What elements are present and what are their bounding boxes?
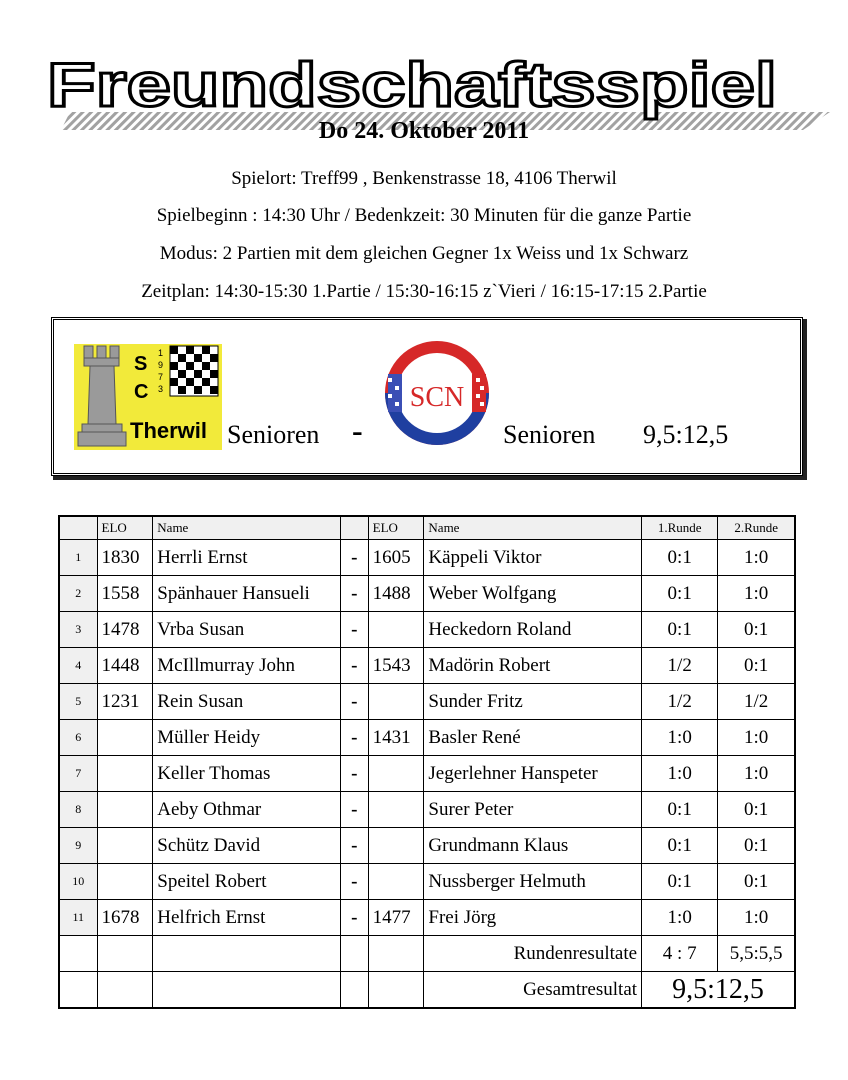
player-guest: Surer Peter	[424, 792, 642, 828]
row-number: 3	[59, 612, 97, 648]
elo-guest: 1605	[368, 540, 424, 576]
row-number: 5	[59, 684, 97, 720]
result-round-2: 1:0	[718, 576, 795, 612]
player-home: Rein Susan	[153, 684, 341, 720]
result-round-1: 0:1	[642, 792, 718, 828]
total-result: 9,5:12,5	[642, 972, 795, 1009]
elo-guest: 1543	[368, 648, 424, 684]
elo-home	[97, 828, 153, 864]
player-guest: Weber Wolfgang	[424, 576, 642, 612]
team-right: Senioren	[503, 420, 596, 449]
player-home: Schütz David	[153, 828, 341, 864]
svg-text:7: 7	[158, 372, 164, 382]
elo-guest	[368, 792, 424, 828]
elo-guest: 1431	[368, 720, 424, 756]
player-guest: Sunder Fritz	[424, 684, 642, 720]
table-row	[59, 864, 795, 900]
elo-guest	[368, 756, 424, 792]
total-result-label: Gesamtresultat	[424, 972, 642, 1009]
row-number: 6	[59, 720, 97, 756]
elo-home	[97, 792, 153, 828]
row-number: 1	[59, 540, 97, 576]
result-round-2: 1:0	[718, 900, 795, 936]
result-round-2: 1:0	[718, 720, 795, 756]
player-guest: Käppeli Viktor	[424, 540, 642, 576]
elo-home: 1830	[97, 540, 153, 576]
pairing-dash: -	[341, 612, 369, 648]
scn-logo	[384, 340, 490, 446]
col-name-2: Name	[424, 516, 642, 540]
checkerboard-icon	[170, 346, 218, 396]
elo-home	[97, 756, 153, 792]
result-round-1: 1/2	[642, 648, 718, 684]
row-number: 7	[59, 756, 97, 792]
result-round-2: 1:0	[718, 540, 795, 576]
round-results-r2: 5,5:5,5	[718, 936, 795, 972]
result-round-2: 0:1	[718, 648, 795, 684]
elo-home: 1478	[97, 612, 153, 648]
result-round-1: 1:0	[642, 756, 718, 792]
col-elo: ELO	[97, 516, 153, 540]
event-date: Do 24. Oktober 2011	[318, 118, 530, 144]
svg-text:S: S	[134, 353, 148, 375]
player-home: Keller Thomas	[153, 756, 341, 792]
result-round-2: 1:0	[718, 756, 795, 792]
pairing-dash: -	[341, 540, 369, 576]
result-round-2: 0:1	[718, 864, 795, 900]
elo-guest: 1477	[368, 900, 424, 936]
pairing-dash: -	[341, 648, 369, 684]
player-home: Vrba Susan	[153, 612, 341, 648]
elo-guest	[368, 864, 424, 900]
player-guest: Nussberger Helmuth	[424, 864, 642, 900]
row-number: 9	[59, 828, 97, 864]
elo-home	[97, 864, 153, 900]
pairing-dash: -	[341, 792, 369, 828]
elo-home: 1678	[97, 900, 153, 936]
table-row	[59, 756, 795, 792]
table-row	[59, 612, 795, 648]
player-guest: Basler René	[424, 720, 642, 756]
pairing-dash: -	[341, 828, 369, 864]
player-home: Aeby Othmar	[153, 792, 341, 828]
table-row	[59, 900, 795, 936]
svg-text:Therwil: Therwil	[130, 418, 208, 443]
result-round-1: 0:1	[642, 576, 718, 612]
results-table	[58, 515, 796, 1009]
total-result-row	[59, 972, 795, 1009]
player-home: Herrli Ernst	[153, 540, 341, 576]
pairing-dash: -	[341, 900, 369, 936]
player-guest: Heckedorn Roland	[424, 612, 642, 648]
player-home: Helfrich Ernst	[153, 900, 341, 936]
svg-text:1: 1	[158, 348, 164, 358]
pairing-dash: -	[341, 864, 369, 900]
info-mode: Modus: 2 Partien mit dem gleichen Gegner 1x Weiss und 1x Schwarz	[159, 243, 689, 264]
result-round-1: 1:0	[642, 720, 718, 756]
player-home: Müller Heidy	[153, 720, 341, 756]
player-guest: Frei Jörg	[424, 900, 642, 936]
table-row	[59, 720, 795, 756]
player-guest: Grundmann Klaus	[424, 828, 642, 864]
result-round-1: 0:1	[642, 864, 718, 900]
table-header	[59, 516, 795, 540]
row-number: 10	[59, 864, 97, 900]
player-home: Speitel Robert	[153, 864, 341, 900]
svg-text:SCN: SCN	[409, 382, 465, 413]
pairing-dash: -	[341, 756, 369, 792]
result-round-1: 0:1	[642, 612, 718, 648]
svg-text:3: 3	[158, 384, 164, 394]
table-row	[59, 828, 795, 864]
document-title	[0, 40, 848, 130]
result-round-2: 1/2	[718, 684, 795, 720]
player-guest: Madörin Robert	[424, 648, 642, 684]
row-number: 2	[59, 576, 97, 612]
pairing-dash: -	[341, 720, 369, 756]
elo-home: 1558	[97, 576, 153, 612]
col-round-1: 1.Runde	[642, 516, 718, 540]
table-row	[59, 540, 795, 576]
svg-text:9: 9	[158, 360, 164, 370]
player-guest: Jegerlehner Hanspeter	[424, 756, 642, 792]
result-round-2: 0:1	[718, 828, 795, 864]
result-round-1: 1/2	[642, 684, 718, 720]
info-venue: Spielort: Treff99 , Benkenstrasse 18, 4106 Therwil	[231, 168, 617, 189]
table-row	[59, 684, 795, 720]
match-banner	[53, 319, 801, 474]
result-round-2: 0:1	[718, 612, 795, 648]
elo-guest	[368, 828, 424, 864]
round-results-label: Rundenresultate	[424, 936, 642, 972]
result-round-1: 0:1	[642, 828, 718, 864]
result-round-1: 1:0	[642, 900, 718, 936]
round-results-row	[59, 936, 795, 972]
team-left: Senioren	[227, 420, 320, 449]
versus-dash: -	[352, 412, 363, 448]
elo-home: 1231	[97, 684, 153, 720]
player-home: McIllmurray John	[153, 648, 341, 684]
table-row	[59, 792, 795, 828]
table-row	[59, 576, 795, 612]
sc-therwil-logo	[74, 344, 222, 450]
row-number: 8	[59, 792, 97, 828]
player-home: Spänhauer Hansueli	[153, 576, 341, 612]
row-number: 4	[59, 648, 97, 684]
result-round-1: 0:1	[642, 540, 718, 576]
elo-home: 1448	[97, 648, 153, 684]
title-text: Freundschaftsspiel	[47, 51, 777, 120]
pairing-dash: -	[341, 684, 369, 720]
elo-guest: 1488	[368, 576, 424, 612]
row-number: 11	[59, 900, 97, 936]
pairing-dash: -	[341, 576, 369, 612]
elo-home	[97, 720, 153, 756]
round-results-r1: 4 : 7	[642, 936, 718, 972]
svg-text:C: C	[134, 381, 149, 403]
info-start: Spielbeginn : 14:30 Uhr / Bedenkzeit: 30 Minuten für die ganze Partie	[156, 205, 692, 226]
elo-guest	[368, 684, 424, 720]
banner-score: 9,5:12,5	[643, 420, 729, 449]
info-schedule: Zeitplan: 14:30-15:30 1.Partie / 15:30-16:15 z`Vieri / 16:15-17:15 2.Partie	[141, 281, 707, 302]
col-elo-2: ELO	[368, 516, 424, 540]
col-round-2: 2.Runde	[718, 516, 795, 540]
col-name: Name	[153, 516, 341, 540]
result-round-2: 0:1	[718, 792, 795, 828]
elo-guest	[368, 612, 424, 648]
table-row	[59, 648, 795, 684]
